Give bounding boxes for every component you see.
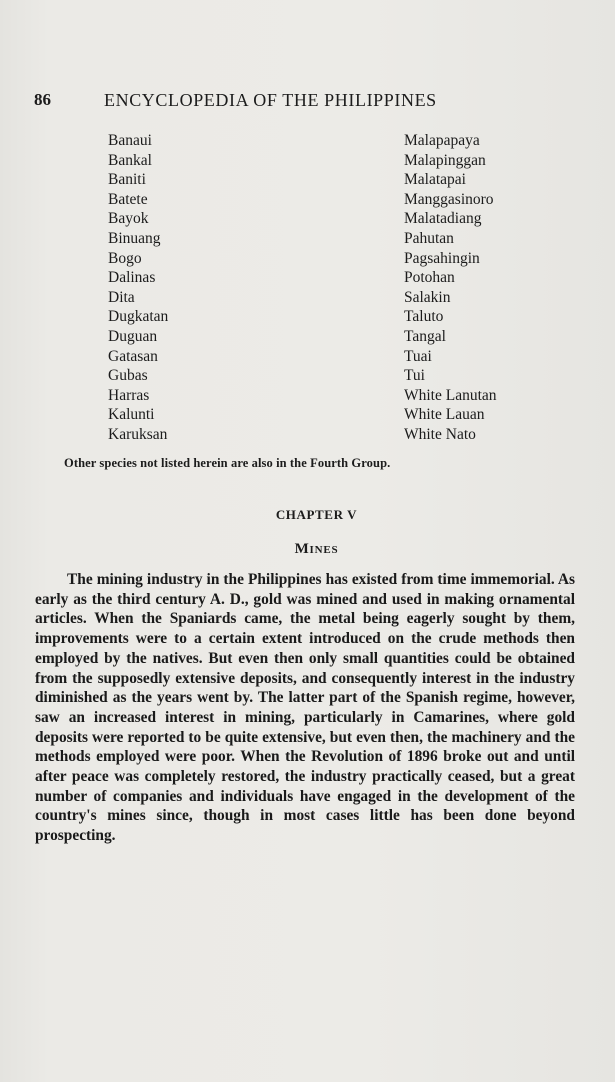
chapter-title: Mines xyxy=(294,541,339,557)
species-item: Tuai xyxy=(404,347,432,365)
species-item: Bayok xyxy=(108,210,149,228)
running-title: ENCYCLOPEDIA OF THE PHILIPPINES xyxy=(104,90,437,110)
species-item: Harras xyxy=(108,386,150,404)
species-column-right xyxy=(404,131,497,445)
species-item: Gatasan xyxy=(108,347,158,365)
species-item: Pagsahingin xyxy=(404,249,480,267)
species-item: Salakin xyxy=(404,288,451,306)
species-item: Malapapaya xyxy=(404,132,480,149)
species-item: Duguan xyxy=(108,327,158,345)
species-item: Bankal xyxy=(108,151,152,169)
species-item: Tui xyxy=(404,367,425,385)
species-item: Malatapai xyxy=(404,171,466,189)
page-number: 86 xyxy=(34,90,51,109)
species-item: Dita xyxy=(108,288,135,306)
species-item: Binuang xyxy=(108,229,161,247)
species-item: Tangal xyxy=(404,327,446,345)
species-item: Manggasinoro xyxy=(404,190,494,208)
species-item: Malatadiang xyxy=(404,210,482,228)
species-item: Malapinggan xyxy=(404,151,486,169)
species-item: Dugkatan xyxy=(108,308,169,326)
species-item: Baniti xyxy=(108,171,146,189)
species-item: Batete xyxy=(108,190,148,208)
species-item: Pahutan xyxy=(404,229,454,247)
species-column-left xyxy=(108,131,168,445)
species-item: Gubas xyxy=(108,367,148,385)
species-item: Banaui xyxy=(108,132,152,149)
species-item: Bogo xyxy=(108,249,142,267)
species-item: Kalunti xyxy=(108,406,155,424)
species-item: White Nato xyxy=(404,425,476,443)
species-item: Taluto xyxy=(404,308,444,326)
species-note: Other species not listed herein are also in the Fourth Group. xyxy=(64,456,391,470)
species-item: White Lanutan xyxy=(404,386,497,404)
species-item: Karuksan xyxy=(108,425,168,443)
species-item: Potohan xyxy=(404,269,455,287)
chapter-heading: CHAPTER V xyxy=(275,507,358,522)
species-item: White Lauan xyxy=(404,406,485,424)
species-item: Dalinas xyxy=(108,269,156,287)
body-paragraph: The mining industry in the Philippines has existed from time immemorial. As early as the third century A. D., gold was mined and used in making ornamental articles. When the Spaniards came, the metal being eagerly sought by them, improvements were to a certain extent introduced on the crude methods then employed by the natives. But even then only small quantities could be obtained from the supposedly extensive deposits, and consequently interest in the industry diminished as the years went by. The latter part of the Spanish regime, however, saw an increased interest in mining, particularly in Camarines, where gold deposits were reported to be quite extensive, but even then, the machinery and the methods employed were poor. When the Revolution of 1896 broke out and until after peace was completely restored, the industry practically ceased, but a great number of companies and individuals have engaged in the development of the country's mines since, though in most cases little has been done beyond prospecting. xyxy=(35,571,575,845)
